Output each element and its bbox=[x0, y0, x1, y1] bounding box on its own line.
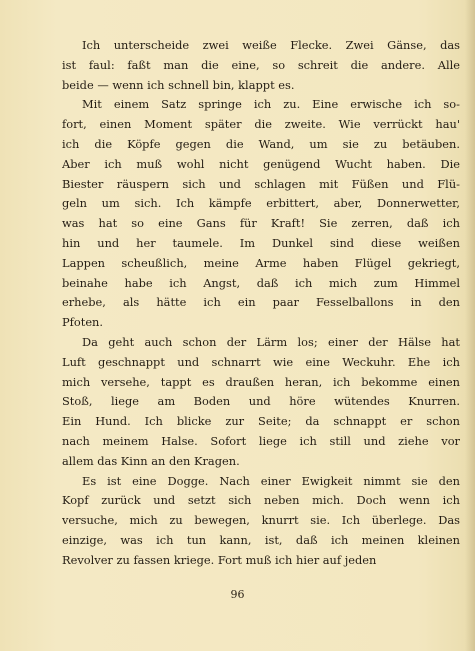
page-text bbox=[62, 36, 460, 571]
text-line: fort, einen Moment später die zweite. Wie verrückt hau' bbox=[62, 117, 460, 132]
text-line: Biester räuspern sich und schlagen mit Füßen und Flü- bbox=[62, 176, 460, 191]
paragraph bbox=[62, 333, 460, 472]
text-line: Pfoten. bbox=[62, 315, 104, 330]
text-line: Aber ich muß wohl nicht genügend Wucht haben. Die bbox=[62, 156, 460, 171]
text-line: Revolver zu fassen kriege. Fort muß ich hier auf jeden bbox=[62, 552, 377, 567]
paragraph bbox=[62, 472, 460, 571]
paragraph bbox=[62, 36, 460, 95]
text-line: Da geht auch schon der Lärm los; einer der Hälse hat bbox=[82, 334, 460, 349]
text-line: Luft geschnappt und schnarrt wie eine Weckuhr. Ehe ich bbox=[62, 354, 460, 369]
text-line: allem das Kinn an den Kragen. bbox=[62, 453, 240, 468]
text-line: einzige, was ich tun kann, ist, daß ich meinen kleinen bbox=[62, 532, 460, 547]
text-line: Mit einem Satz springe ich zu. Eine erwische ich so- bbox=[82, 97, 460, 112]
text-line: mich versehe, tappt es draußen heran, ich bekomme einen bbox=[62, 374, 460, 389]
text-line: nach meinem Halse. Sofort liege ich still und ziehe vor bbox=[62, 433, 460, 448]
text-line: Lappen scheußlich, meine Arme haben Flügel gekriegt, bbox=[62, 255, 460, 270]
text-line: Es ist eine Dogge. Nach einer Ewigkeit nimmt sie den bbox=[82, 473, 460, 488]
text-line: beinahe habe ich Angst, daß ich mich zum Himmel bbox=[62, 275, 460, 290]
paragraph bbox=[62, 95, 460, 333]
text-line: versuche, mich zu bewegen, knurrt sie. Ich überlege. Das bbox=[62, 513, 460, 528]
page-edge-shadow bbox=[465, 0, 475, 651]
text-line: Ich unterscheide zwei weiße Flecke. Zwei Gänse, das bbox=[82, 38, 460, 52]
text-line: Ein Hund. Ich blicke zur Seite; da schnappt er schon bbox=[62, 414, 460, 429]
text-line: was hat so eine Gans für Kraft! Sie zerren, daß ich bbox=[62, 216, 460, 231]
text-line: geln um sich. Ich kämpfe erbittert, aber, Donnerwetter, bbox=[62, 196, 460, 211]
text-line: Kopf zurück und setzt sich neben mich. Doch wenn ich bbox=[62, 493, 460, 508]
text-line: erhebe, als hätte ich ein paar Fesselballons in den bbox=[62, 295, 460, 310]
text-line: hin und her taumele. Im Dunkel sind diese weißen bbox=[62, 235, 460, 250]
text-line: ist faul: faßt man die eine, so schreit die andere. Alle bbox=[62, 57, 460, 72]
text-line: beide — wenn ich schnell bin, klappt es. bbox=[62, 77, 295, 92]
page-number: 96 bbox=[230, 588, 245, 601]
text-line: Stoß, liege am Boden und höre wütendes Knurren. bbox=[62, 394, 460, 409]
text-line: ich die Köpfe gegen die Wand, um sie zu betäuben. bbox=[62, 136, 460, 151]
